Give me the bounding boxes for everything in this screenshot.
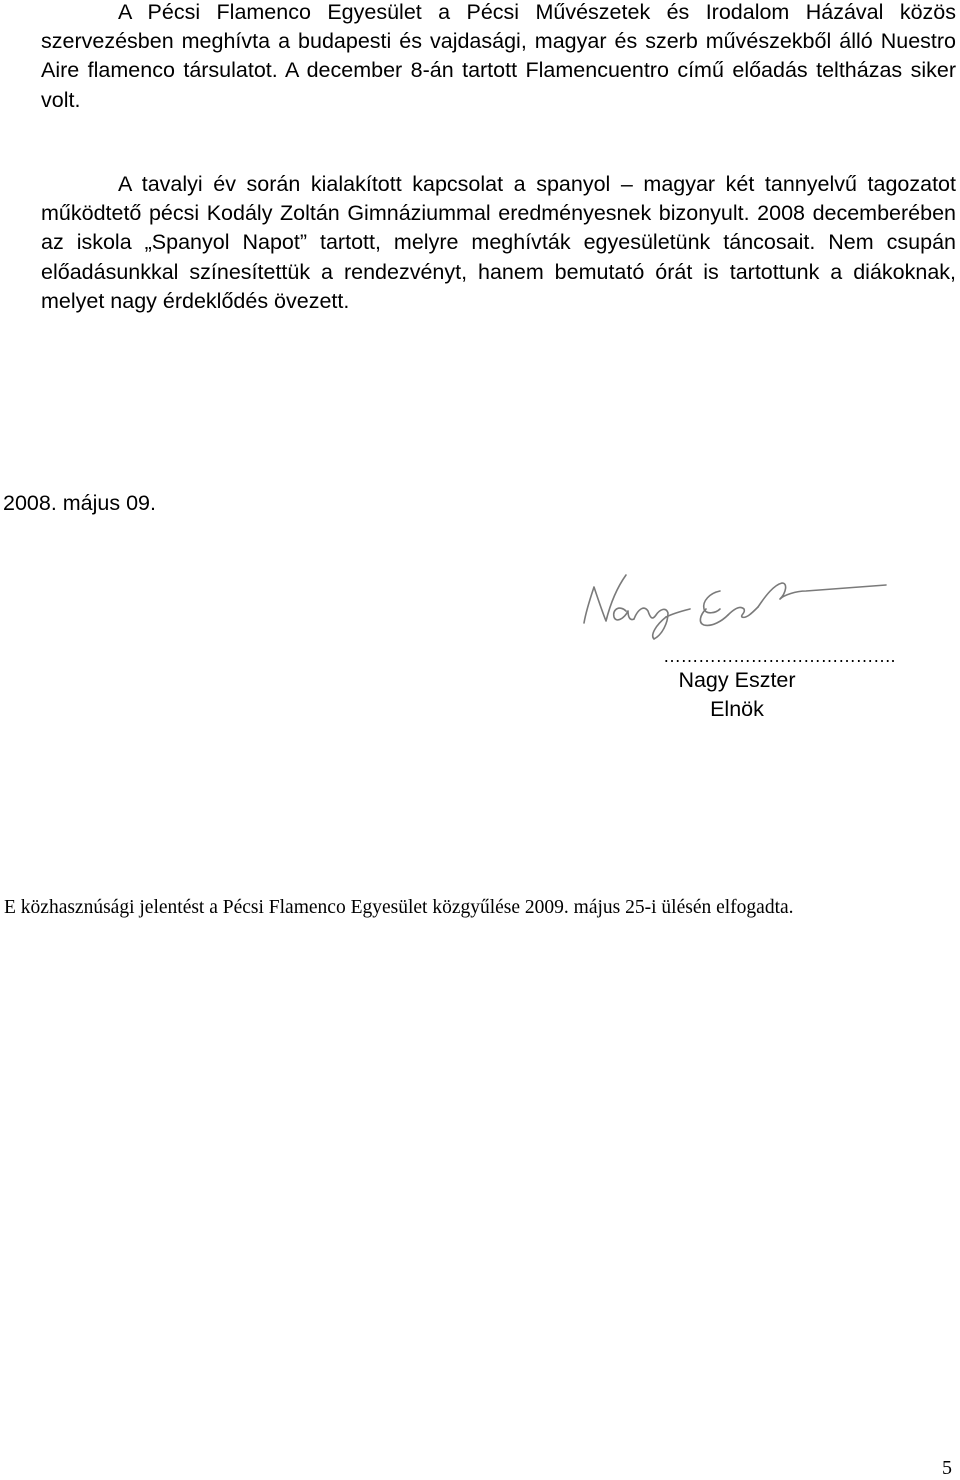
body-paragraph-1: A Pécsi Flamenco Egyesület a Pécsi Művészetek és Irodalom Házával közös szervezésben meghívta a budapesti és vajdasági, magyar és szerb művészekből álló Nuestro Aire flamenco társulatot. A december 8-án tartott Flamencuentro című előadás teltházas siker volt.: [41, 0, 956, 112]
footer-note: E közhasznúsági jelentést a Pécsi Flamenco Egyesület közgyűlése 2009. május 25-i ülésén elfogadta.: [4, 897, 794, 918]
handwritten-signature: [570, 565, 890, 645]
body-paragraph-2: A tavalyi év során kialakított kapcsolat a spanyol – magyar két tannyelvű tagozatot működtető pécsi Kodály Zoltán Gimnáziummal eredményesnek bizonyult. 2008 decemberében az iskola „Spanyol Napot” tartott, melyre meghívták egyesületünk táncosait. Nem csupán előadásunkkal színesítettük a rendezvényt, hanem bemutató órát is tartottunk a diákoknak, melyet nagy érdeklődés övezett.: [41, 172, 956, 313]
signature-line: ………………………………….: [663, 646, 896, 666]
document-date: 2008. május 09.: [3, 491, 156, 515]
signer-name: Nagy Eszter: [678, 668, 796, 692]
signer-title: Elnök: [710, 697, 764, 721]
page-number: 5: [942, 1457, 952, 1479]
